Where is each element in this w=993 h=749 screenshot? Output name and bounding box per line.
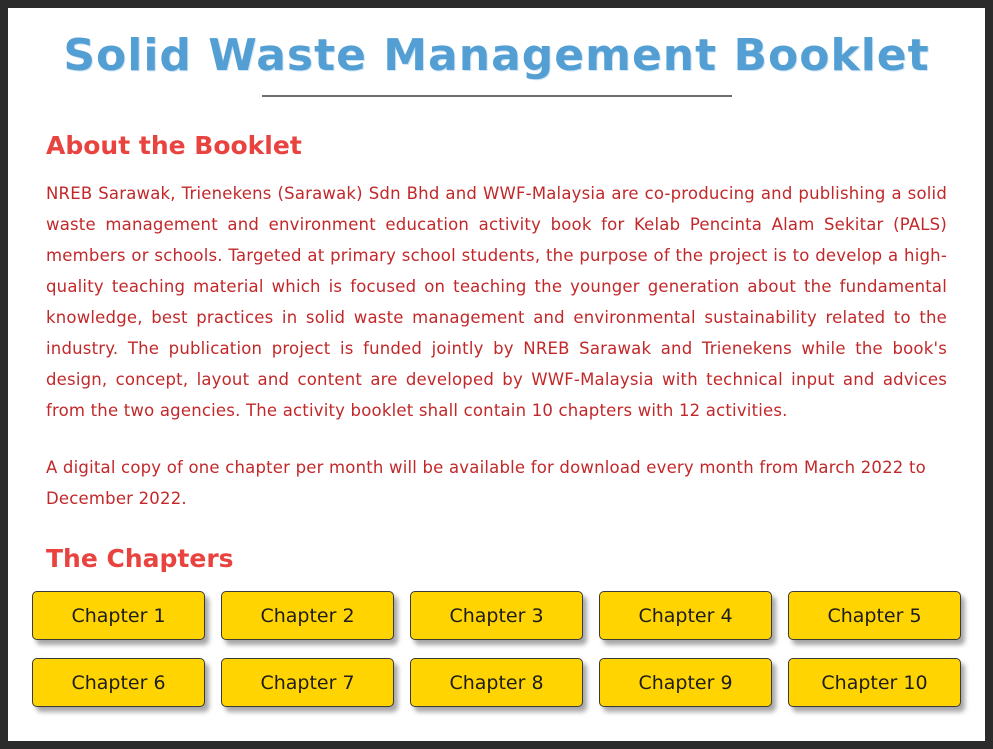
chapter-button-3[interactable]: Chapter 3 [410, 591, 583, 640]
chapter-button-5[interactable]: Chapter 5 [788, 591, 961, 640]
chapter-button-grid [32, 591, 961, 707]
chapter-button-6[interactable]: Chapter 6 [32, 658, 205, 707]
chapter-button-8[interactable]: Chapter 8 [410, 658, 583, 707]
chapter-button-1[interactable]: Chapter 1 [32, 591, 205, 640]
about-heading: About the Booklet [46, 131, 302, 160]
about-paragraph-2: A digital copy of one chapter per month will be available for download every month from March 2022 to December 2022. [46, 458, 926, 508]
chapter-button-2[interactable]: Chapter 2 [221, 591, 394, 640]
chapter-button-9[interactable]: Chapter 9 [599, 658, 772, 707]
chapter-button-4[interactable]: Chapter 4 [599, 591, 772, 640]
chapters-heading: The Chapters [46, 544, 234, 573]
chapter-button-10[interactable]: Chapter 10 [788, 658, 961, 707]
about-paragraph-1: NREB Sarawak, Trienekens (Sarawak) Sdn Bhd and WWF-Malaysia are co-producing and publishing a solid waste management and environment education activity book for Kelab Pencinta Alam Sekitar (PALS) members or schools. Targeted at primary school students, the purpose of the project is to develop a high-quality teaching material which is focused on teaching the younger generation about the fundamental knowledge, best practices in solid waste management and environmental sustainability related to the industry. The publication project is funded jointly by NREB Sarawak and Trienekens while the book's design, concept, layout and content are developed by WWF-Malaysia with technical input and advices from the two agencies. The activity booklet shall contain 10 chapters with 12 activities. [46, 184, 947, 420]
title-divider [262, 95, 732, 97]
page-title: Solid Waste Management Booklet [63, 30, 930, 81]
document-page [8, 8, 985, 741]
chapter-button-7[interactable]: Chapter 7 [221, 658, 394, 707]
